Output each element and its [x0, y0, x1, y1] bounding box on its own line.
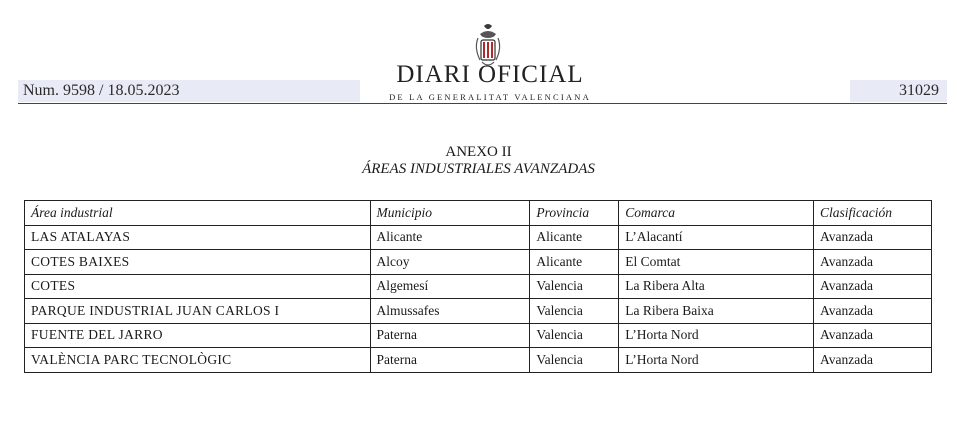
page-number-box [850, 80, 947, 102]
cell-clasificacion: Avanzada [814, 225, 932, 250]
table-row [25, 225, 932, 250]
column-header-area: Área industrial [25, 201, 371, 226]
cell-comarca: L’Alacantí [619, 225, 814, 250]
cell-area: COTES BAIXES [25, 250, 371, 275]
cell-provincia: Valencia [530, 348, 619, 373]
page-number: 31029 [899, 82, 939, 99]
cell-area: COTES [25, 274, 371, 299]
column-header-clasificacion: Clasificación [814, 201, 932, 226]
cell-clasificacion: Avanzada [814, 348, 932, 373]
cell-municipio: Paterna [370, 348, 530, 373]
cell-comarca: La Ribera Alta [619, 274, 814, 299]
annex-title: ANEXO II [445, 144, 512, 160]
cell-area: PARQUE INDUSTRIAL JUAN CARLOS I [25, 299, 371, 324]
cell-provincia: Valencia [530, 274, 619, 299]
cell-comarca: L’Horta Nord [619, 348, 814, 373]
cell-provincia: Valencia [530, 323, 619, 348]
cell-comarca: L’Horta Nord [619, 323, 814, 348]
cell-area: LAS ATALAYAS [25, 225, 371, 250]
table-row [25, 299, 932, 324]
masthead-subtitle: DE LA GENERALITAT VALENCIANA [389, 92, 591, 102]
header-rule [18, 103, 947, 104]
cell-clasificacion: Avanzada [814, 323, 932, 348]
cell-area: VALÈNCIA PARC TECNOLÒGIC [25, 348, 371, 373]
cell-provincia: Alicante [530, 225, 619, 250]
cell-clasificacion: Avanzada [814, 250, 932, 275]
column-header-provincia: Provincia [530, 201, 619, 226]
cell-municipio: Alcoy [370, 250, 530, 275]
table-row [25, 250, 932, 275]
cell-municipio: Paterna [370, 323, 530, 348]
cell-provincia: Alicante [530, 250, 619, 275]
cell-clasificacion: Avanzada [814, 274, 932, 299]
cell-municipio: Algemesí [370, 274, 530, 299]
cell-municipio: Almussafes [370, 299, 530, 324]
cell-area: FUENTE DEL JARRO [25, 323, 371, 348]
table-row [25, 274, 932, 299]
masthead-title: DIARI OFICIAL [396, 61, 584, 88]
issue-date: Num. 9598 / 18.05.2023 [23, 82, 180, 99]
cell-comarca: El Comtat [619, 250, 814, 275]
industrial-areas-table [24, 200, 932, 373]
cell-provincia: Valencia [530, 299, 619, 324]
cell-comarca: La Ribera Baixa [619, 299, 814, 324]
table-row [25, 323, 932, 348]
table-header-row [25, 201, 932, 226]
column-header-municipio: Municipio [370, 201, 530, 226]
annex-subtitle: ÁREAS INDUSTRIALES AVANZADAS [362, 161, 595, 177]
column-header-comarca: Comarca [619, 201, 814, 226]
issue-date-box [18, 80, 360, 102]
table-row [25, 348, 932, 373]
cell-municipio: Alicante [370, 225, 530, 250]
cell-clasificacion: Avanzada [814, 299, 932, 324]
